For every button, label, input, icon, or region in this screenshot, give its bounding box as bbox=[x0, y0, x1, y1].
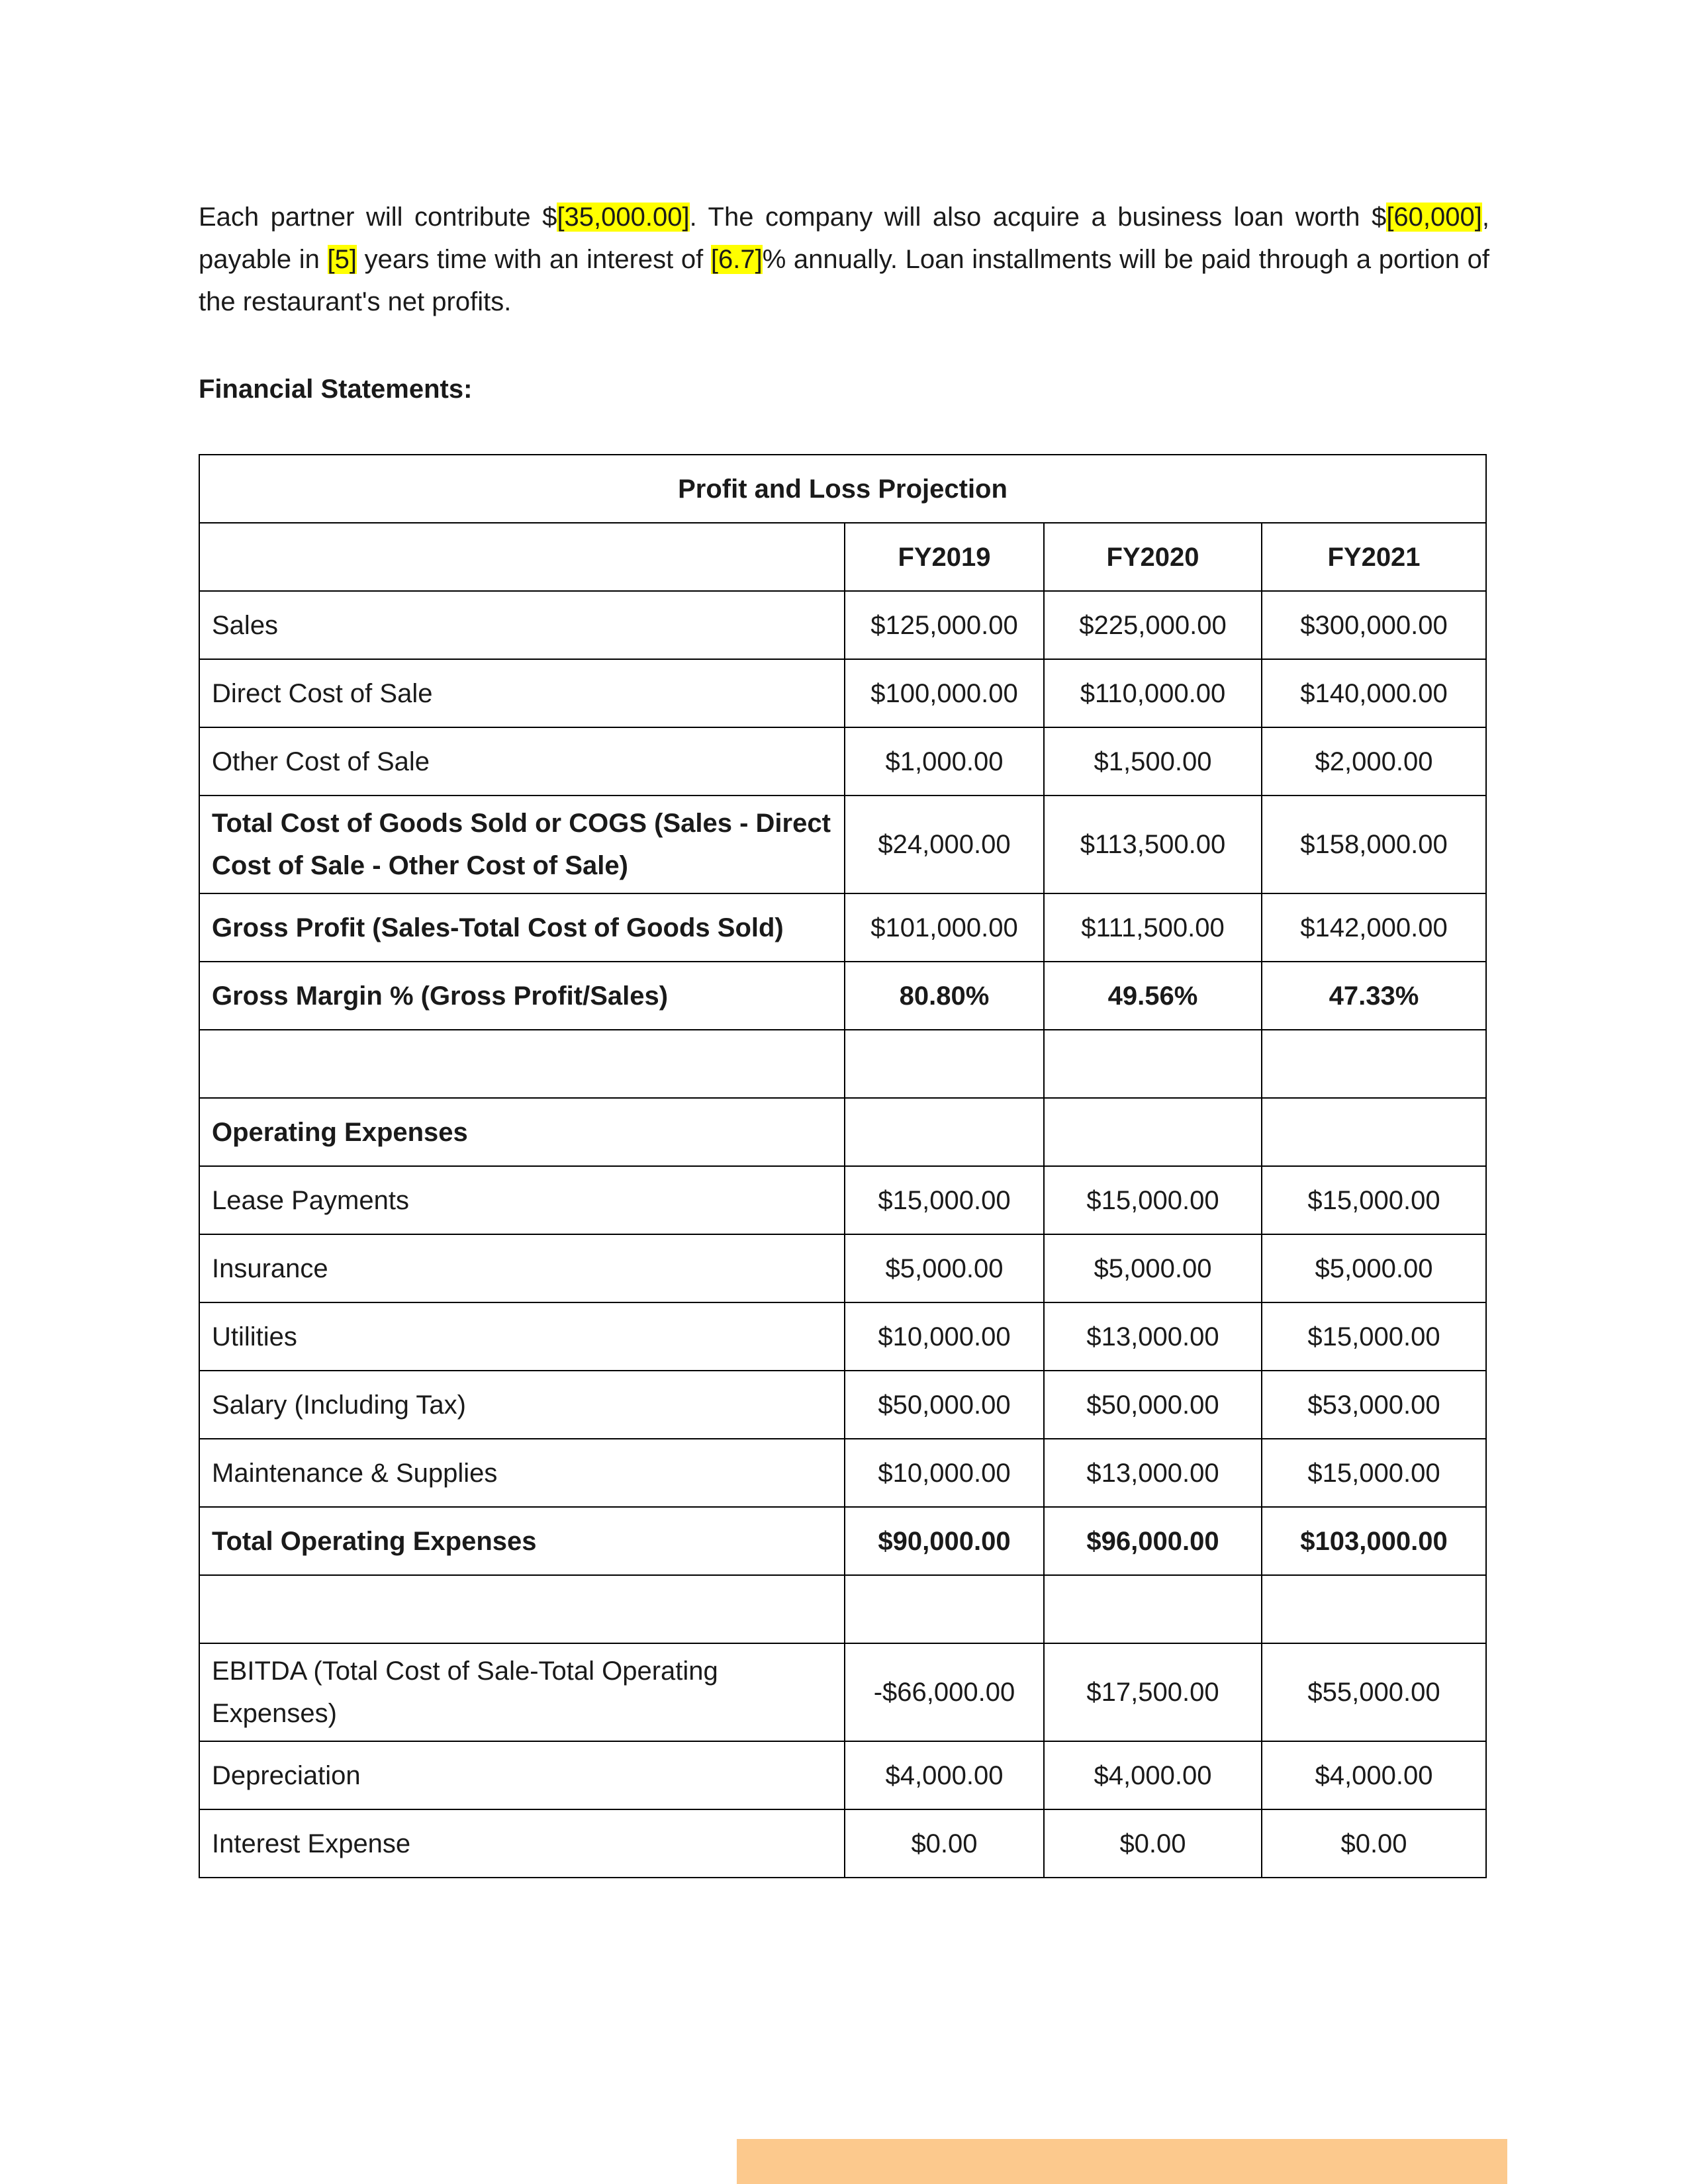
row-label: Sales bbox=[199, 591, 845, 659]
cell-value: $1,000.00 bbox=[845, 727, 1044, 796]
intro-paragraph bbox=[199, 196, 1489, 323]
row-label: Lease Payments bbox=[199, 1166, 845, 1234]
table-row-utilities bbox=[199, 1302, 1486, 1371]
table-row-lease-payments bbox=[199, 1166, 1486, 1234]
cell-value: $15,000.00 bbox=[1262, 1439, 1486, 1507]
cell-value: $90,000.00 bbox=[845, 1507, 1044, 1575]
cell-value: $50,000.00 bbox=[1044, 1371, 1262, 1439]
cell-value bbox=[1262, 1098, 1486, 1166]
column-header-fy2021: FY2021 bbox=[1262, 523, 1486, 591]
cell-value bbox=[845, 1575, 1044, 1643]
row-label: Salary (Including Tax) bbox=[199, 1371, 845, 1439]
cell-value: $15,000.00 bbox=[1262, 1166, 1486, 1234]
cell-value bbox=[1262, 1575, 1486, 1643]
cell-value: $4,000.00 bbox=[1262, 1741, 1486, 1809]
cell-value: $24,000.00 bbox=[845, 796, 1044, 893]
intro-text-5: % annually. Loan installments will be paid through a portion of the restaurant's net profits. bbox=[199, 245, 1490, 316]
loan-amount: [60,000] bbox=[1386, 203, 1482, 232]
row-label bbox=[199, 1030, 845, 1098]
cell-value: $17,500.00 bbox=[1044, 1643, 1262, 1741]
row-label: EBITDA (Total Cost of Sale-Total Operating Expenses) bbox=[199, 1643, 845, 1741]
table-row-direct-cost bbox=[199, 659, 1486, 727]
cell-value: $103,000.00 bbox=[1262, 1507, 1486, 1575]
cell-value: $10,000.00 bbox=[845, 1302, 1044, 1371]
cell-value: $96,000.00 bbox=[1044, 1507, 1262, 1575]
row-label: Interest Expense bbox=[199, 1809, 845, 1878]
cell-value: $4,000.00 bbox=[845, 1741, 1044, 1809]
cell-value bbox=[845, 1098, 1044, 1166]
cell-value: $125,000.00 bbox=[845, 591, 1044, 659]
cell-value: $113,500.00 bbox=[1044, 796, 1262, 893]
table-row-gross-profit bbox=[199, 893, 1486, 962]
cell-value: $50,000.00 bbox=[845, 1371, 1044, 1439]
cell-value: $13,000.00 bbox=[1044, 1302, 1262, 1371]
cell-value: 80.80% bbox=[845, 962, 1044, 1030]
row-label: Insurance bbox=[199, 1234, 845, 1302]
row-label: Maintenance & Supplies bbox=[199, 1439, 845, 1507]
cell-value: $140,000.00 bbox=[1262, 659, 1486, 727]
table-row-insurance bbox=[199, 1234, 1486, 1302]
cell-value: 49.56% bbox=[1044, 962, 1262, 1030]
cell-value bbox=[845, 1030, 1044, 1098]
table-title: Profit and Loss Projection bbox=[199, 455, 1486, 523]
cell-value: $2,000.00 bbox=[1262, 727, 1486, 796]
header-blank-cell bbox=[199, 523, 845, 591]
column-header-fy2020: FY2020 bbox=[1044, 523, 1262, 591]
cell-value: $53,000.00 bbox=[1262, 1371, 1486, 1439]
cell-value: $101,000.00 bbox=[845, 893, 1044, 962]
cell-value bbox=[1044, 1030, 1262, 1098]
row-label: Total Cost of Goods Sold or COGS (Sales - Direct Cost of Sale - Other Cost of Sale) bbox=[199, 796, 845, 893]
row-label: Depreciation bbox=[199, 1741, 845, 1809]
intro-text-4: years time with an interest of bbox=[356, 245, 711, 274]
cell-value: $15,000.00 bbox=[1262, 1302, 1486, 1371]
cell-value: $5,000.00 bbox=[1262, 1234, 1486, 1302]
cell-value: $0.00 bbox=[1262, 1809, 1486, 1878]
cell-value: $15,000.00 bbox=[1044, 1166, 1262, 1234]
row-label: Other Cost of Sale bbox=[199, 727, 845, 796]
cell-value bbox=[1262, 1030, 1486, 1098]
table-row-total-operating-expenses bbox=[199, 1507, 1486, 1575]
cell-value: $142,000.00 bbox=[1262, 893, 1486, 962]
cell-value: $10,000.00 bbox=[845, 1439, 1044, 1507]
cell-value: $13,000.00 bbox=[1044, 1439, 1262, 1507]
intro-text-3: , payable in bbox=[199, 203, 1490, 274]
table-row-depreciation bbox=[199, 1741, 1486, 1809]
interest-rate: [6.7] bbox=[710, 245, 763, 274]
cell-value bbox=[1044, 1575, 1262, 1643]
row-label: Operating Expenses bbox=[199, 1098, 845, 1166]
cell-value: $300,000.00 bbox=[1262, 591, 1486, 659]
row-label bbox=[199, 1575, 845, 1643]
cell-value: $0.00 bbox=[845, 1809, 1044, 1878]
table-row-interest-expense bbox=[199, 1809, 1486, 1878]
cell-value: $100,000.00 bbox=[845, 659, 1044, 727]
cell-value: $158,000.00 bbox=[1262, 796, 1486, 893]
table-row-sales bbox=[199, 591, 1486, 659]
cell-value: 47.33% bbox=[1262, 962, 1486, 1030]
row-label: Gross Margin % (Gross Profit/Sales) bbox=[199, 962, 845, 1030]
contribution-amount: [35,000.00] bbox=[557, 203, 690, 232]
table-row-blank bbox=[199, 1030, 1486, 1098]
table-row-maintenance bbox=[199, 1439, 1486, 1507]
cell-value: -$66,000.00 bbox=[845, 1643, 1044, 1741]
footer-accent-bar bbox=[737, 2139, 1507, 2184]
row-label: Utilities bbox=[199, 1302, 845, 1371]
cell-value: $55,000.00 bbox=[1262, 1643, 1486, 1741]
column-header-fy2019: FY2019 bbox=[845, 523, 1044, 591]
table-row-other-cost bbox=[199, 727, 1486, 796]
cell-value: $111,500.00 bbox=[1044, 893, 1262, 962]
row-label: Total Operating Expenses bbox=[199, 1507, 845, 1575]
cell-value: $110,000.00 bbox=[1044, 659, 1262, 727]
cell-value: $4,000.00 bbox=[1044, 1741, 1262, 1809]
cell-value: $0.00 bbox=[1044, 1809, 1262, 1878]
intro-text-1: Each partner will contribute $ bbox=[199, 203, 557, 232]
cell-value: $5,000.00 bbox=[1044, 1234, 1262, 1302]
table-row-blank bbox=[199, 1575, 1486, 1643]
table-row-total-cogs bbox=[199, 796, 1486, 893]
profit-loss-table bbox=[199, 454, 1487, 1878]
cell-value: $1,500.00 bbox=[1044, 727, 1262, 796]
row-label: Direct Cost of Sale bbox=[199, 659, 845, 727]
row-label: Gross Profit (Sales-Total Cost of Goods Sold) bbox=[199, 893, 845, 962]
cell-value: $15,000.00 bbox=[845, 1166, 1044, 1234]
table-row-operating-expenses-heading bbox=[199, 1098, 1486, 1166]
table-row-ebitda bbox=[199, 1643, 1486, 1741]
cell-value: $5,000.00 bbox=[845, 1234, 1044, 1302]
cell-value bbox=[1044, 1098, 1262, 1166]
table-row-salary bbox=[199, 1371, 1486, 1439]
section-heading: Financial Statements: bbox=[199, 375, 473, 404]
loan-years: [5] bbox=[327, 245, 357, 274]
intro-text-2: . The company will also acquire a business loan worth $ bbox=[689, 203, 1387, 232]
cell-value: $225,000.00 bbox=[1044, 591, 1262, 659]
table-row-gross-margin bbox=[199, 962, 1486, 1030]
